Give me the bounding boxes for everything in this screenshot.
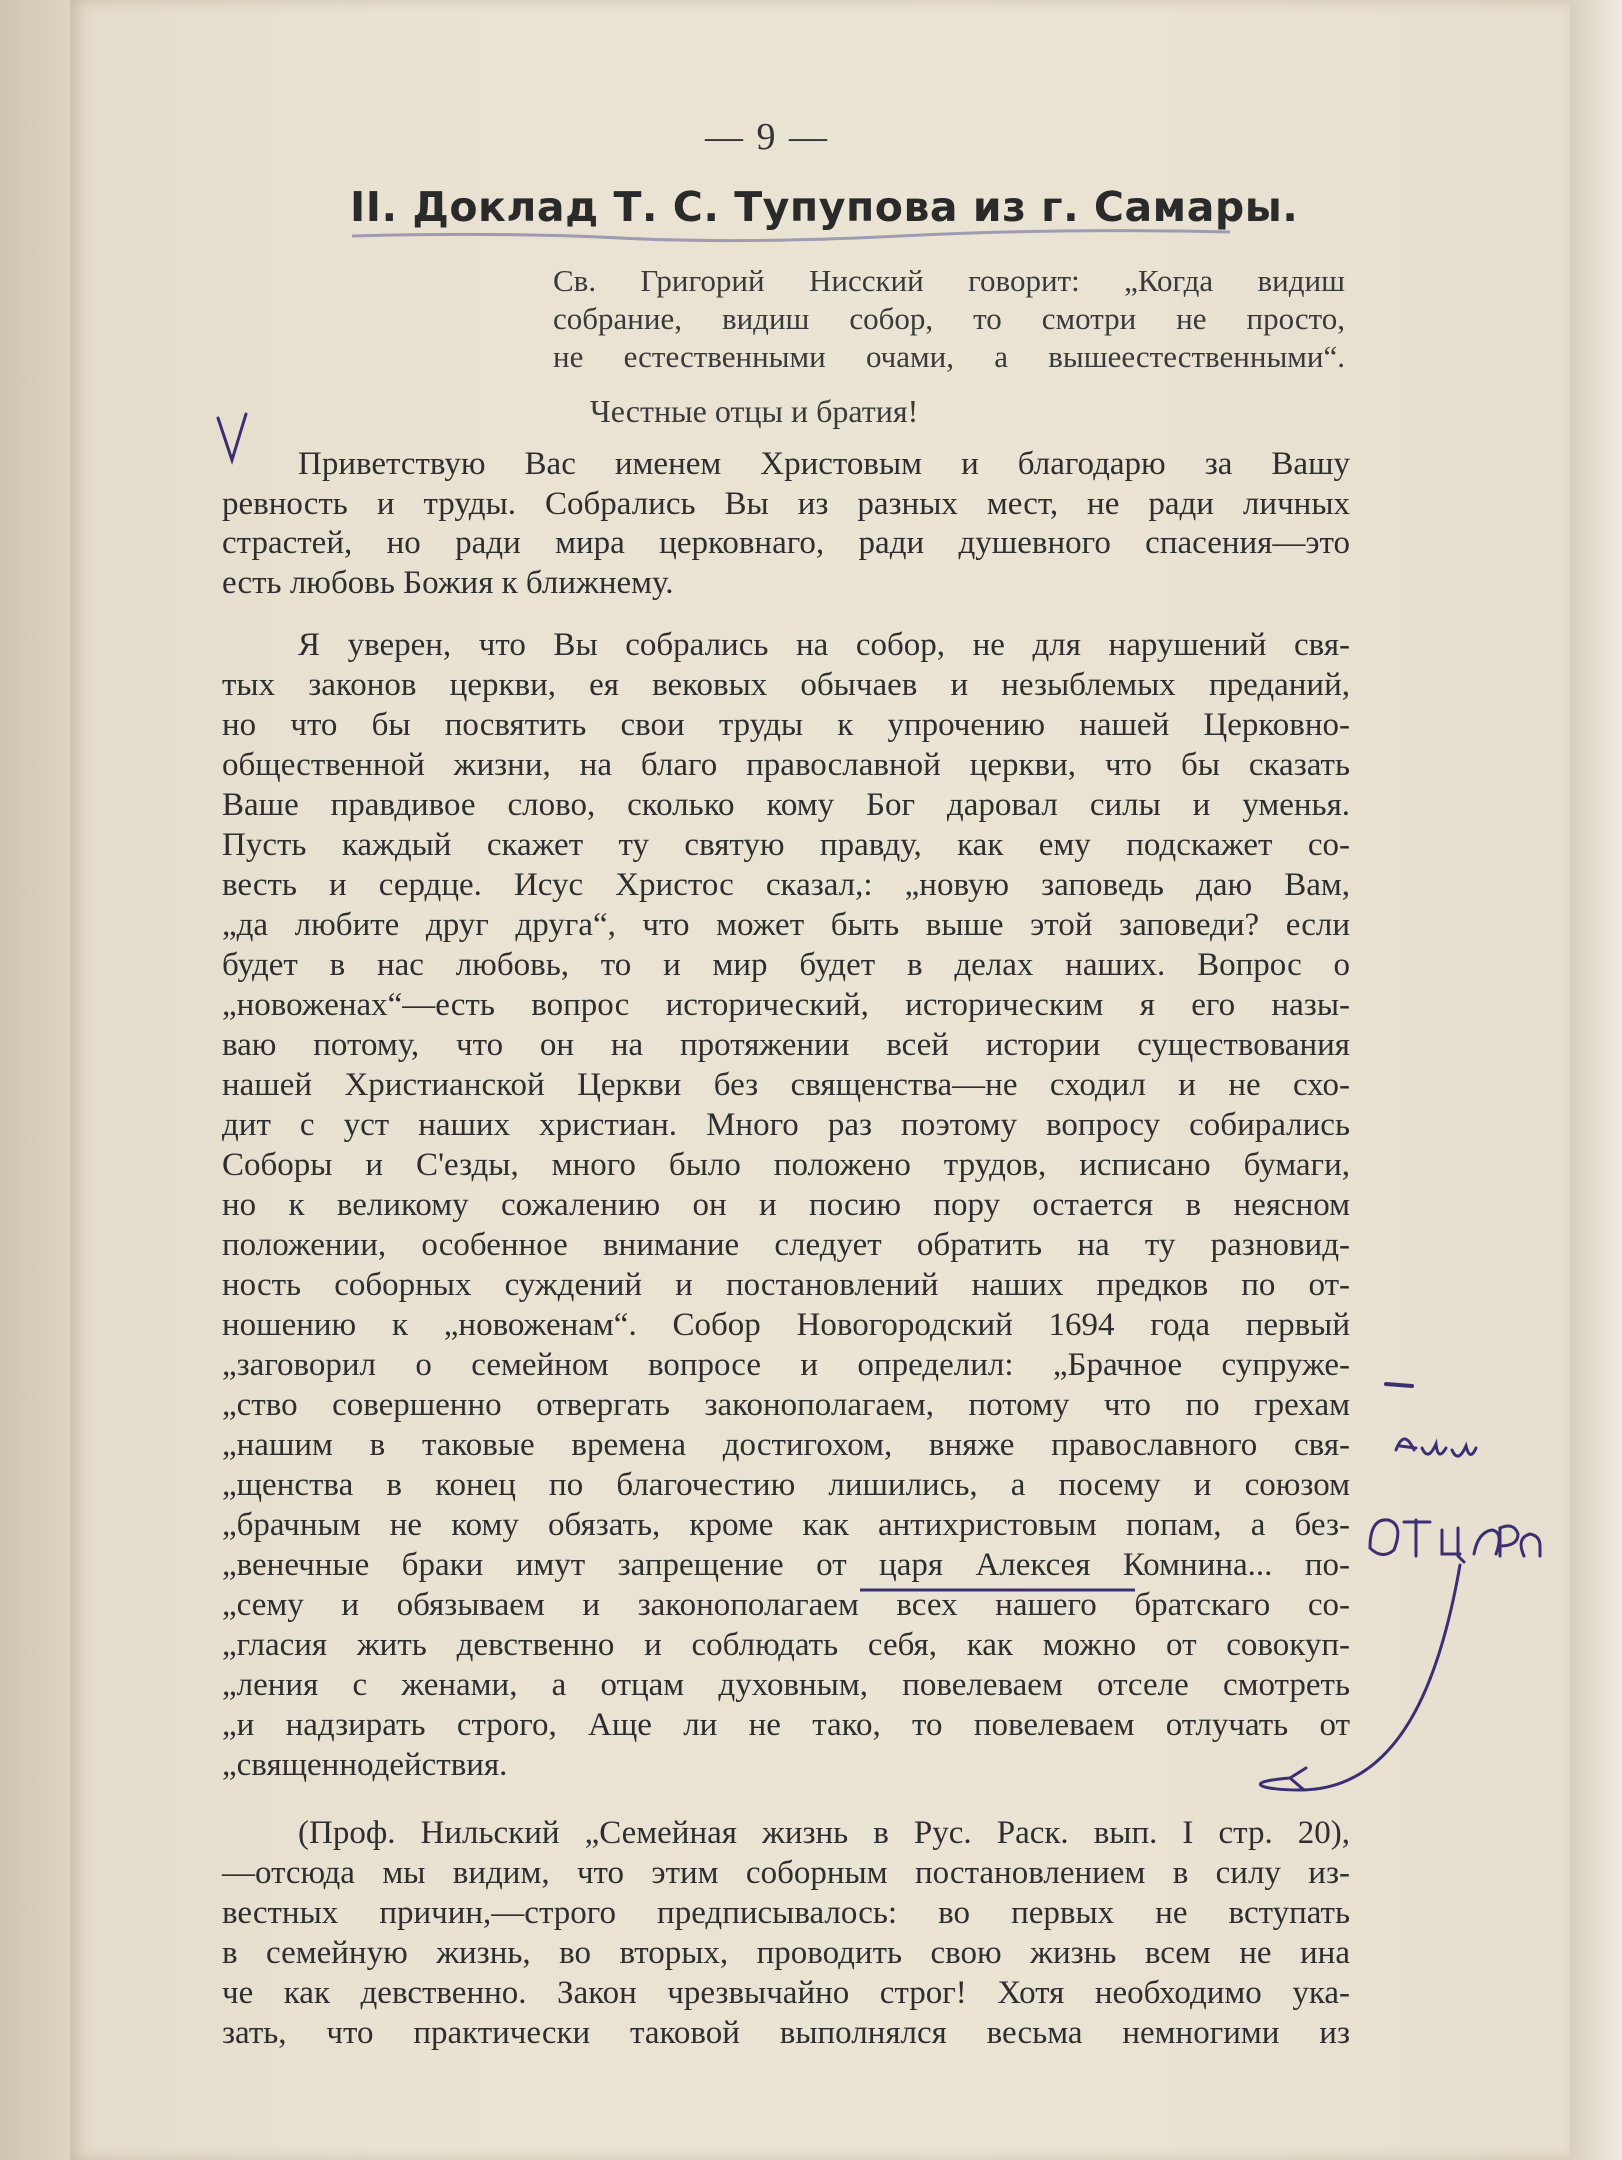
text-line: весть и сердце. Исус Христос сказал,: „новую заповедь даю Вам, [222,867,1350,903]
text-line: „сему и обязываем и законополагаем всех нашего братскаго со- [222,1587,1350,1623]
text-line: Ваше правдивое слово, сколько кому Бог даровал силы и уменья. [222,787,1350,823]
text-line: „нашим в таковые времена достигохом, вняже православного свя- [222,1427,1350,1463]
text-line: Я уверен, что Вы собрались на собор, не для нарушений свя- [298,627,1350,663]
greeting: Честные отцы и братия! [590,393,919,429]
page-number: — 9 — [705,116,829,158]
text-line: ваю потому, что он на протяжении всей истории существования [222,1027,1350,1063]
text-line: тых законов церкви, ея вековых обычаев и незыблемых преданий, [222,667,1350,703]
text-line: Соборы и С'езды, много было положено трудов, исписано бумаги, [222,1147,1350,1183]
text-line: „ство совершенно отвергать законополагаем, потому что по грехам [222,1387,1350,1423]
epigraph-line: Св. Григорий Нисский говорит: „Когда видиш [553,263,1345,298]
text-line: „щенства в конец по благочестию лишились, а посему и союзом [222,1467,1350,1503]
text-line: че как девственно. Закон чрезвычайно строг! Хотя необходимо ука- [222,1975,1350,2011]
text-line: ношению к „новоженам“. Собор Новогородский 1694 года первый [222,1307,1350,1343]
text-line: есть любовь Божия к ближнему. [222,565,674,601]
text-line: нашей Христианской Церкви без священства—не сходил и не схо- [222,1067,1350,1103]
text-line: „венечные браки имут запрещение от царя Алексея Комнина... по- [222,1547,1350,1583]
text-line: но к великому сожалению он и посию пору остается в неясном [222,1187,1350,1223]
text-line: зать, что практически таковой выполнялся весьма немногими из [222,2015,1350,2051]
text-line: „гласия жить девственно и соблюдать себя, как можно от совокуп- [222,1627,1350,1663]
epigraph-line: не естественными очами, а вышеестественными“. [553,339,1345,374]
text-line: Пусть каждый скажет ту святую правду, как ему подскажет со- [222,827,1350,863]
text-line: страстей, но ради мира церковнаго, ради душевного спасения—это [222,525,1350,561]
text-line: „заговорил о семейном вопросе и определил: „Брачное супруже- [222,1347,1350,1383]
text-line: будет в нас любовь, то и мир будет в делах наших. Вопрос о [222,947,1350,983]
text-line: вестных причин,—строго предписывалось: во первых не вступать [222,1895,1350,1931]
arrow-head [1290,1768,1306,1790]
margin-check-mark [218,414,246,460]
text-line: „да любите друг друга“, что может быть выше этой заповеди? если [222,907,1350,943]
text-line: общественной жизни, на благо православной церкви, что бы сказать [222,747,1350,783]
text-line: „новоженах“—есть вопрос исторический, историческим я его назы- [222,987,1350,1023]
section-heading: II. Доклад Т. С. Тупупова из г. Самары. [350,183,1299,231]
text-line: ревность и труды. Собрались Вы из разных мест, не ради личных [222,486,1350,522]
handwritten-note-line2 [1370,1520,1540,1562]
text-line: —отсюда мы видим, что этим соборным постановлением в силу из- [222,1855,1350,1891]
text-line: в семейную жизнь, во вторых, проводить свою жизнь всем не ина [222,1935,1350,1971]
epigraph-line: собрание, видиш собор, то смотри не просто, [553,301,1345,336]
margin-dash [1386,1384,1412,1386]
text-line: „ления с женами, а отцам духовным, повелеваем отселе смотреть [222,1667,1350,1703]
handwritten-note-line1 [1396,1439,1476,1456]
text-line: (Проф. Нильский „Семейная жизнь в Рус. Раск. вып. I стр. 20), [298,1815,1350,1851]
text-line: „священнодействия. [222,1747,508,1783]
text-line: „брачным не кому обязать, кроме как антихристовым попам, а без- [222,1507,1350,1543]
text-line: дит с уст наших христиан. Много раз поэтому вопросу собирались [222,1107,1350,1143]
text-line: но что бы посвятить свои труды к упрочению нашей Церковно- [222,707,1350,743]
text-line: „и надзирать строго, Аще ли не тако, то повелеваем отлучать от [222,1707,1350,1743]
annotation-arrow [1260,1565,1460,1790]
text-line: Приветствую Вас именем Христовым и благодарю за Вашу [298,446,1350,482]
text-line: положении, особенное внимание следует обратить на ту разновид- [222,1227,1350,1263]
text-line: ность соборных суждений и постановлений наших предков по от- [222,1267,1350,1303]
